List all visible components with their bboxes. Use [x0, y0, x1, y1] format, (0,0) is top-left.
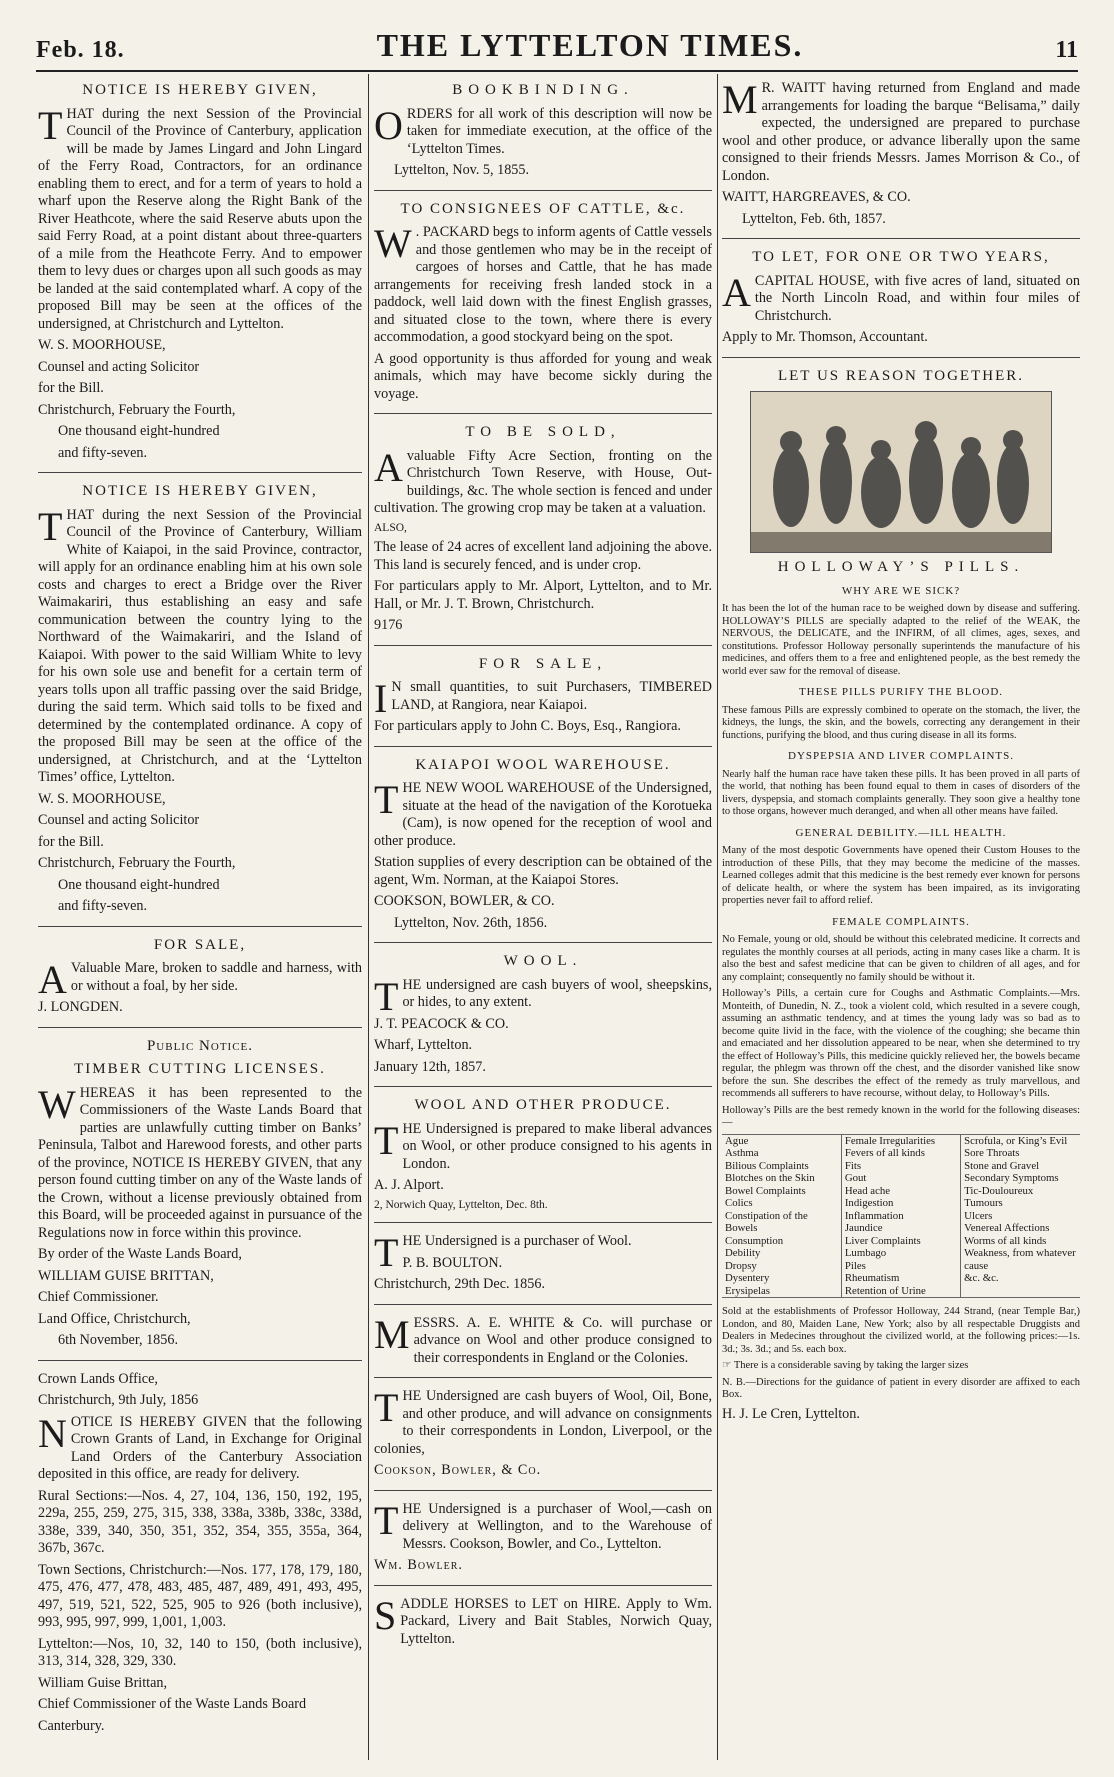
- drop-cap: A: [374, 444, 403, 490]
- ad-date: One thousand eight-hundred: [58, 423, 220, 439]
- ad-signature: W. S. MOORHOUSE,: [38, 790, 166, 807]
- ad-heading: TO CONSIGNEES OF CATTLE, &c.: [400, 200, 686, 217]
- drop-cap: T: [374, 1230, 399, 1275]
- saving-note: ☞ There is a considerable saving by taking the larger sizes: [722, 1360, 969, 1371]
- drop-cap: O: [374, 102, 403, 148]
- ad-body: MESSRS. A. E. WHITE & Co. will purchase or advance on Wool and other produce consigned to their correspondents in England or the Colonies.: [374, 1311, 712, 1366]
- ad-date: Lyttelton, Nov. 5, 1855.: [394, 162, 530, 178]
- produce-ad: [374, 1097, 712, 1223]
- ad-place: Wharf, Lyttelton.: [374, 1037, 473, 1053]
- cattle-consignees-ad: [374, 201, 712, 415]
- ad-body: Avaluable Fifty Acre Section, fronting on the Christchurch Town Reserve, with House, Out-buildings, &c. The whole section is fenced and under cultivation. The growing crop may be taken at a valuation.: [374, 444, 712, 516]
- ad-body: For particulars apply to John C. Boys, Esq., Rangiora.: [374, 718, 681, 734]
- ad-heading: BOOKBINDING.: [452, 82, 634, 98]
- drop-cap: T: [374, 1385, 399, 1430]
- section-text: Many of the most despotic Governments have opened their Custom Houses to the introduction of these Pills, that they may become the medicine of the masses. Learned colleges admit that this medicine is the best remedy ever known for persons of delicate health, or where the system has been impaired, as its invigorating properties never fail to afford relief.: [722, 845, 1080, 906]
- drop-cap: A: [38, 957, 67, 1002]
- ad-date: Christchurch, February the Fourth,: [38, 401, 236, 418]
- ad-date: Lyttelton, Feb. 6th, 1857.: [742, 210, 886, 227]
- drop-cap: M: [722, 80, 758, 122]
- ad-heading: LET US REASON TOGETHER.: [777, 367, 1024, 384]
- ad-apply: Apply to Mr. Thomson, Accountant.: [722, 329, 928, 345]
- bookbinding-ad: [374, 82, 712, 191]
- ad-role: Counsel and acting Solicitor: [38, 358, 200, 375]
- ad-body: ACAPITAL HOUSE, with five acres of land, situated on the North Lincoln Road, and within four miles of Christchurch.: [722, 269, 1080, 324]
- section-text: These famous Pills are expressly combined to operate on the stomach, the liver, the kidneys, the lungs, the skin, and the bowels, correcting any derangement in their functions, purifying the blood, and thus curing disease in all its forms.: [722, 704, 1080, 741]
- ad-heading: FOR SALE,: [153, 936, 247, 953]
- ad-body: W . PACKARD begs to inform agents of Cattle vessels and those gentlemen who may be in the receipt of cargoes of horses and Cattle, that he has made arrangements for receiving fresh landed stock in a paddock, well laid down with the finest English grasses, and situated close to the town, where there is every accommodation, a good stockyard being on the spot.: [374, 221, 712, 345]
- ad-office: Crown Lands Office,: [38, 1370, 158, 1387]
- ad-date: and fifty-seven.: [58, 898, 148, 914]
- ad-body: For particulars apply to Mr. Alport, Lyttelton, and to Mr. Hall, or Mr. J. T. Brown, Christchurch.: [374, 578, 712, 612]
- ad-date: and fifty-seven.: [58, 444, 148, 461]
- section-heading: DYSPEPSIA AND LIVER COMPLAINTS.: [788, 750, 1014, 762]
- ad-signature: WILLIAM GUISE BRITTAN,: [38, 1267, 214, 1284]
- ad-date: 6th November, 1856.: [58, 1332, 179, 1348]
- section-heading: THESE PILLS PURIFY THE BLOOD.: [798, 686, 1004, 698]
- ad-body: M R. WAITT having returned from England and made arrangements for loading the barque “Belisama,” daily expected, the undersigned are prepared to purchase wool and other produce, or advance liberally upon the same consigned to their friends Messrs. James Morrison & Co., of London.: [722, 80, 1080, 184]
- section-heading: WHY ARE WE SICK?: [841, 584, 961, 597]
- ad-body: I N small quantities, to suit Purchasers, TIMBERED LAND, at Rangiora, near Kaiapoi.: [374, 676, 712, 721]
- ad-body: Station supplies of every description can be obtained of the agent, Wm. Norman, at the Kaiapoi Stores.: [374, 854, 712, 888]
- section-text: No Female, young or old, should be without this celebrated medicine. It corrects and regulates the monthly courses at all periods, acting in many cases like a charm. It is also the best and safest medicine that can be given to children of all ages, and for any complaint; consequently no family should be without it.: [722, 934, 1080, 983]
- product-title: HOLLOWAY’S PILLS.: [777, 559, 1025, 575]
- ad-role: for the Bill.: [38, 833, 104, 850]
- drop-cap: S: [374, 1592, 397, 1638]
- ad-heading: WOOL AND OTHER PRODUCE.: [414, 1097, 672, 1113]
- to-be-sold-ad: [374, 424, 712, 646]
- sold-at-text: Sold at the establishments of Professor Holloway, 244 Strand, (near Temple Bar,) London, and 80, Maiden Lane, New York; also by all respectable Druggists and Dealers in Medecines throughout the civilized world, at the following prices:—1s. 3d.; 3s. 3d.; and 5s. each box.: [722, 1306, 1080, 1355]
- section-text: Nearly half the human race have taken these pills. It has been proved in all parts of the world, that nothing has been found equal to them in cases of disorders of the livers, dyspepsia, and stomach complaints generally. They soon give a healthy tone to those organs, however much deranged, and when all other means have failed.: [722, 768, 1080, 817]
- rural-sections: Rural Sections:—Nos. 4, 27, 104, 136, 150, 192, 195, 229a, 255, 259, 275, 315, 338, 338a, 338b, 338c, 338d, 338e, 339, 340, 350, 351, 352, 354, 355, 355a, 364, 367b, 367c.: [38, 1487, 362, 1556]
- for-sale-mare-ad: [38, 937, 362, 1028]
- ad-also: ALSO,: [374, 521, 407, 534]
- section-text: It has been the lot of the human race to be weighed down by disease and suffering. HOLLOWAY’S PILLS are specially adapted to the relief of the WEAK, the NERVOUS, the DELICATE, and the INFIRM, of all climes, ages, sexes, and constitutions. Professor Holloway personally superintends the manufacture of his medicines, and offers them to a free and enlightened people, as the best remedy the world ever saw for the removal of disease.: [722, 603, 1080, 677]
- column-1: [38, 80, 362, 1760]
- kaiapoi-warehouse-ad: [374, 757, 712, 944]
- ad-body: THE Undersigned are cash buyers of Wool, Oil, Bone, and other produce, and will advance on consignments to their correspondents in London, Liverpool, or the colonies,: [374, 1385, 712, 1457]
- holloway-pills-ad: [722, 368, 1080, 1434]
- ad-date: Christchurch, 9th July, 1856: [38, 1392, 199, 1408]
- drop-cap: A: [722, 269, 751, 315]
- ad-body: THAT during the next Session of the Provincial Council of the Province of Canterbury, application will be made by James Lingard and John Lingard of the Ferry Road, Contractors, for an ordinance enabling them to erect, and for a term of years to hold a wharf upon the Reserve along the Right Bank of the River Heathcote, where the said Reserve abuts upon the said Ferry Road, at a point distant about three-quarters of a mile from the Heathcote Ferry. And to empower them to levy dues or charges upon all such goods as may be landed at the said contemplated wharf. A copy of the proposed Bill may be seen at the offices of the undersigned, at Christchurch and Lyttelton.: [38, 102, 362, 332]
- ad-body: THE Undersigned is a purchaser of Wool.: [374, 1230, 632, 1275]
- ad-heading: KAIAPOI WOOL WAREHOUSE.: [415, 756, 671, 773]
- ad-body: NOTICE IS HEREBY GIVEN that the following Crown Grants of Land, in Exchange for Original Land Orders of the Canterbury Association deposited in this office, are ready for delivery.: [38, 1410, 362, 1482]
- column-3: [722, 80, 1080, 1760]
- ad-heading: NOTICE IS HEREBY GIVEN,: [82, 483, 318, 499]
- section-heading: GENERAL DEBILITY.—ILL HEALTH.: [795, 826, 1007, 839]
- lyttelton-sections: Lyttelton:—Nos, 10, 32, 140 to 150, (both inclusive), 313, 314, 328, 329, 330.: [38, 1635, 362, 1669]
- ad-heading: TIMBER CUTTING LICENSES.: [74, 1061, 326, 1077]
- ad-body: THE NEW WOOL WAREHOUSE of the Undersigned, situate at the head of the navigation of the Korotueka (Cam), is now opened for the reception of wool and other produce.: [374, 777, 712, 849]
- ad-body: THE undersigned are cash buyers of wool, sheepskins, or hides, to any extent.: [374, 973, 712, 1019]
- ad-body: The lease of 24 acres of excellent land adjoining the above. This land is securely fenced, and is under crop.: [374, 539, 712, 573]
- town-sections: Town Sections, Christchurch:—Nos. 177, 178, 179, 180, 475, 476, 477, 478, 483, 485, 487, 489, 491, 493, 495, 497, 519, 521, 522, 525, 905 to 926 (both inclusive), 993, 995, 997, 999, 1,001, 1,003.: [38, 1561, 362, 1630]
- disease-column: Female Irregularities Fevers of all kinds Fits Gout Head ache Indigestion Inflammation Jaundice Liver Complaints Lumbago Piles Rheumatism Retention of Urine: [841, 1135, 960, 1298]
- ad-signature: COOKSON, BOWLER, & CO.: [374, 893, 555, 909]
- ad-order: By order of the Waste Lands Board,: [38, 1246, 242, 1262]
- issue-date: Feb. 18.: [36, 37, 125, 63]
- ad-place: Canterbury.: [38, 1717, 105, 1734]
- to-let-ad: [722, 249, 1080, 358]
- page-header: [36, 28, 1078, 64]
- ad-signature: William Guise Brittan,: [38, 1674, 168, 1691]
- engraving-illustration: [750, 391, 1052, 553]
- column-divider: [717, 74, 718, 1760]
- ad-heading: WOOL.: [503, 953, 583, 969]
- drop-cap: M: [374, 1311, 410, 1357]
- ad-date: Christchurch, February the Fourth,: [38, 855, 236, 871]
- column-2: [374, 80, 712, 1760]
- bowler-ad: [374, 1497, 712, 1586]
- disease-column: Ague Asthma Bilious Complaints Blotches on the Skin Bowel Complaints Colics Constipation of the Bowels Consumption Debility Dropsy Dysentery Erysipelas: [725, 1134, 815, 1297]
- section-heading: FEMALE COMPLAINTS.: [832, 915, 970, 928]
- drop-cap: T: [374, 777, 399, 822]
- drop-cap: I: [374, 676, 388, 721]
- white-ad: [374, 1311, 712, 1379]
- drop-cap: W: [38, 1081, 76, 1127]
- disease-table-heading: Holloway’s Pills are the best remedy known in the world for the following diseases:—: [722, 1104, 1080, 1128]
- ad-heading: TO BE SOLD,: [465, 424, 621, 440]
- ad-role: for the Bill.: [38, 380, 104, 396]
- ad-signature: A. J. Alport.: [374, 1177, 444, 1193]
- drop-cap: T: [374, 1497, 399, 1543]
- local-agent: H. J. Le Cren, Lyttelton.: [722, 1405, 860, 1422]
- boulton-ad: [374, 1230, 712, 1305]
- notice-wharf-ad: [38, 82, 362, 473]
- ad-signature: Cookson, Bowler, & Co.: [374, 1462, 542, 1478]
- timbered-land-ad: [374, 656, 712, 747]
- timber-licenses-ad: [38, 1038, 362, 1361]
- ad-role: Counsel and acting Solicitor: [38, 812, 200, 828]
- page-number: 11: [1055, 37, 1078, 63]
- ad-body: ORDERS for all work of this description will now be taken for immediate execution, at the office of the ‘Lyttelton Times.: [374, 102, 712, 157]
- ad-date: Lyttelton, Nov. 26th, 1856.: [394, 914, 548, 931]
- ad-heading: FOR SALE,: [478, 655, 608, 672]
- wool-ad: [374, 953, 712, 1087]
- header-rule: [36, 70, 1078, 72]
- ad-ref: 9176: [374, 617, 403, 633]
- ad-heading: NOTICE IS HEREBY GIVEN,: [82, 82, 318, 98]
- nb-note: N. B.—Directions for the guidance of patient in every disorder are affixed to each Box.: [722, 1376, 1080, 1400]
- crown-grants-ad: [38, 1371, 362, 1746]
- drop-cap: W: [374, 221, 412, 266]
- ad-signature: W. S. MOORHOUSE,: [38, 337, 166, 353]
- drop-cap: T: [374, 1117, 399, 1163]
- pointing-hand-icon: ☞: [722, 1360, 734, 1371]
- drop-cap: T: [374, 973, 399, 1019]
- drop-cap: T: [38, 503, 63, 549]
- ad-date: January 12th, 1857.: [374, 1058, 486, 1075]
- ad-signature: WAITT, HARGREAVES, & CO.: [722, 189, 911, 205]
- ad-body: THE Undersigned is prepared to make liberal advances on Wool, or other produce consigned to his agents in London.: [374, 1117, 712, 1172]
- saddle-horses-ad: [374, 1592, 712, 1659]
- disease-column: Scrofula, or King’s Evil Sore Throats Stone and Gravel Secondary Symptoms Tic-Douloureux Tumours Ulcers Venereal Affections Worms of all kinds Weakness, from whatever cause &c. &c.: [961, 1135, 1080, 1298]
- ad-body: THE Undersigned is a purchaser of Wool,—cash on delivery at Wellington, and to the Warehouse of Messrs. Cookson, Bowler, and Co., Lyttelton.: [374, 1497, 712, 1552]
- ad-kicker: Public Notice.: [146, 1037, 254, 1054]
- ad-body: A good opportunity is thus afforded for young and weak animals, which may have become sickly during the voyage.: [374, 350, 712, 402]
- ad-heading: TO LET, FOR ONE OR TWO YEARS,: [752, 249, 1050, 265]
- ad-role: Chief Commissioner.: [38, 1289, 159, 1305]
- cookson-ad: [374, 1385, 712, 1491]
- ad-date: One thousand eight-hundred: [58, 876, 220, 893]
- notice-bridge-ad: [38, 483, 362, 927]
- ad-body: A Valuable Mare, broken to saddle and harness, with or without a foal, by her side.: [38, 957, 362, 1002]
- ad-signature: Wm. Bowler.: [374, 1557, 463, 1573]
- drop-cap: N: [38, 1410, 67, 1456]
- drop-cap: T: [38, 102, 63, 148]
- ad-signature: J. LONGDEN.: [38, 999, 123, 1015]
- ad-role: Chief Commissioner of the Waste Lands Board: [38, 1696, 307, 1712]
- ad-signature: J. T. PEACOCK & CO.: [374, 1015, 509, 1032]
- disease-table: [722, 1134, 1080, 1299]
- column-divider: [368, 74, 369, 1760]
- ad-body: SADDLE HORSES to LET on HIRE. Apply to Wm. Packard, Livery and Bait Stables, Norwich Quay, Lyttelton.: [374, 1592, 712, 1647]
- ad-body: THAT during the next Session of the Provincial Council of the Province of Canterbury, William White of Kaiapoi, in the said Province, contractor, will apply for an ordinance enabling him at his own sole costs and charges to erect a Bridge over the River Waimakariri, thus establishing an easy and safe communication between the country lying to the Northward of the Waimakariri, and the Island of Kaiapoi. With power to the said William White to levy for his own sole use and benefit for a certain term of years tolls upon all traffic passing over the said Bridge, during the said term. Which said tolls to be fixed and determined by the contemplated ordinance. A copy of the proposed Bill may be seen at the office of the undersigned, at Christchurch, and at the ‘Lyttelton Times’ office, Lyttelton.: [38, 503, 362, 785]
- ad-date: Christchurch, 29th Dec. 1856.: [374, 1276, 546, 1292]
- newspaper-title: THE LYTTELTON TIMES.: [376, 27, 804, 63]
- testimonial-text: Holloway’s Pills, a certain cure for Coughs and Asthmatic Complaints.—Mrs. Monteith, of Dunedin, N. Z., took a violent cold, which resulted in a severe cough, assuming an asthmatic tendency, and at times the young lady was so bad as to become quite livid in the face, with the violence of the coughing; she became thin and emaciated and her dissolution appeared to be near, when she determined to try the effect of Holloway’s Pills, this medicine quickly relieved her, the bowels became regular, the phlegm was thrown off the chest, and the disorder vanished like snow before the sun. She describes the effect of the remedy as truly marvellous, and recommends all sufferers to have recourse, without delay, to Holloway’s Pills.: [722, 988, 1080, 1099]
- ad-address: 2, Norwich Quay, Lyttelton, Dec. 8th.: [374, 1198, 548, 1211]
- ad-place: Land Office, Christchurch,: [38, 1310, 191, 1327]
- ad-body: WHEREAS it has been represented to the Commissioners of the Waste Lands Board that parties are unlawfully cutting timber on Banks’ Peninsula, Talbot and Harewood forests, and other parts of the province, NOTICE IS HEREBY GIVEN, that any person found cutting timber on any of the Waste lands of the Crown, without a license previously obtained from this Board, will be proceeded against in pursuance of the Regulations now in force within this province.: [38, 1081, 362, 1241]
- ad-signature: P. B. BOULTON.: [402, 1254, 503, 1271]
- waitt-ad: [722, 80, 1080, 239]
